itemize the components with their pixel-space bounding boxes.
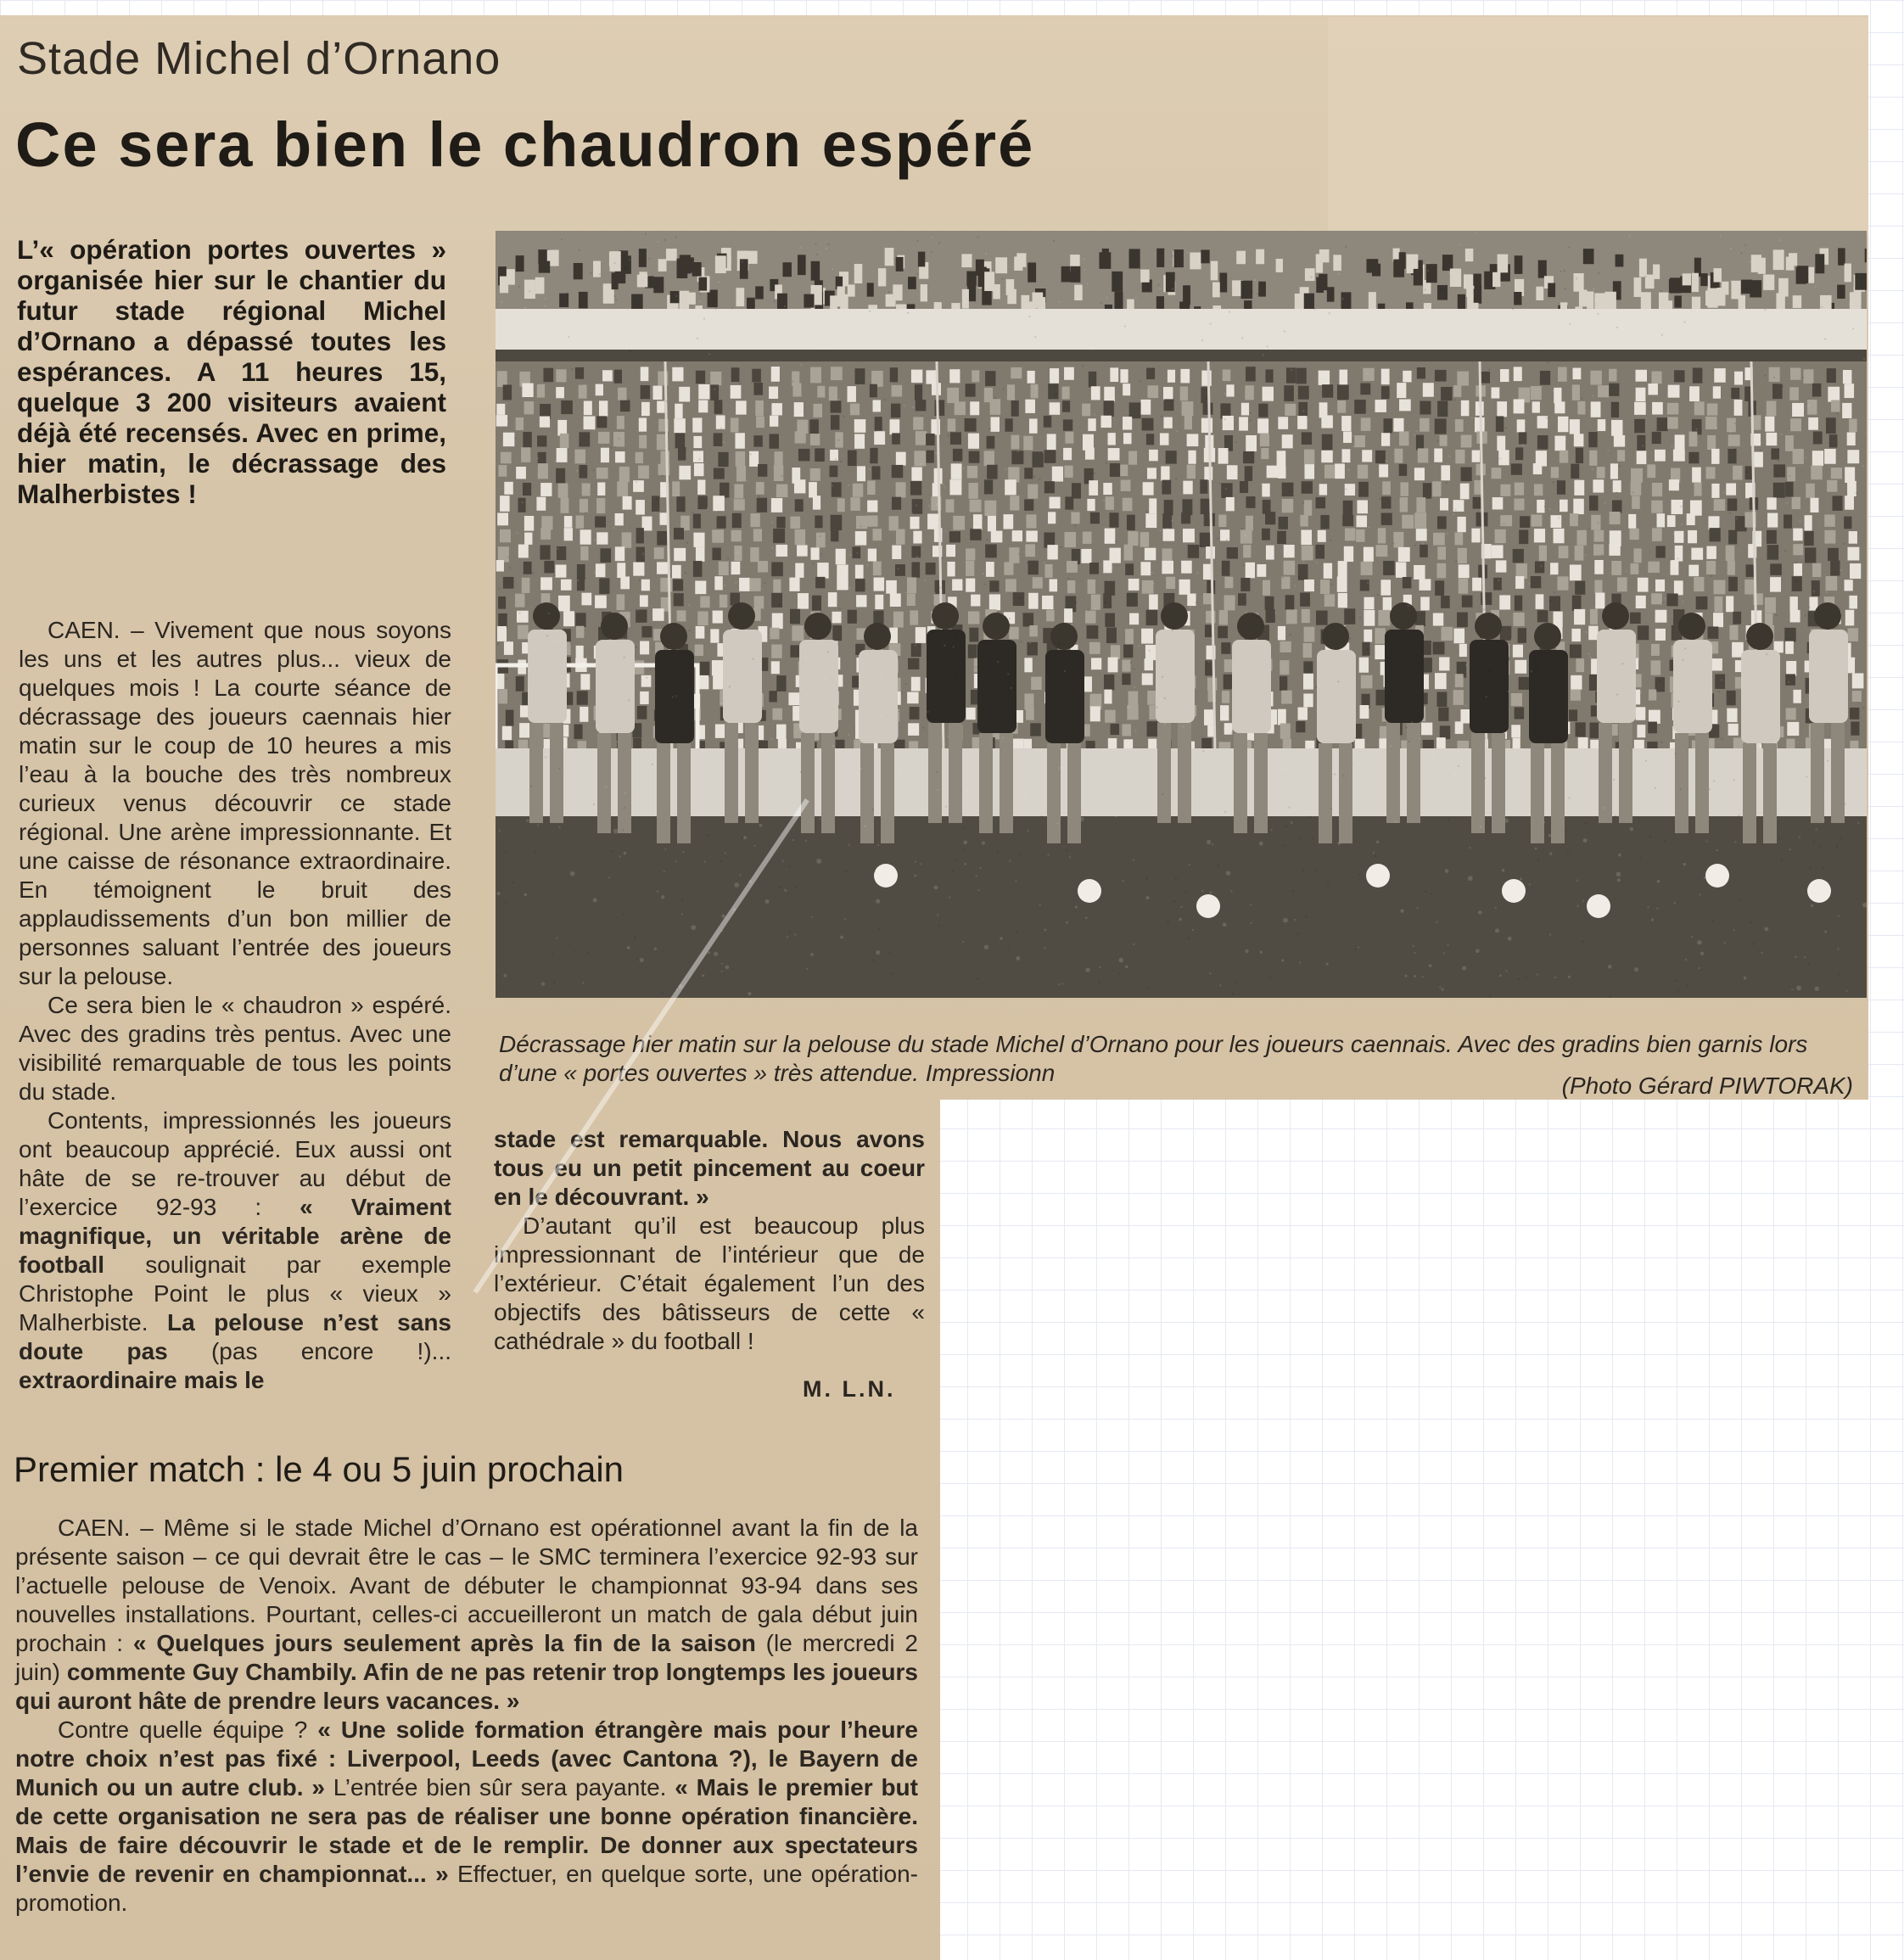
player-leg (1599, 723, 1612, 823)
player-leg (1067, 743, 1081, 843)
article-headline: Ce sera bien le chaudron espéré (15, 109, 1035, 180)
second-article-body (15, 1514, 918, 1918)
player-leg (1047, 743, 1061, 843)
player-head (1534, 623, 1561, 650)
player-head (533, 602, 560, 630)
player-leg (745, 723, 759, 823)
paragraph (19, 991, 451, 1106)
player-leg (928, 723, 942, 823)
article-body-column-1 (19, 616, 451, 1395)
player-leg (979, 733, 993, 833)
player-torso (859, 650, 898, 743)
football (1807, 879, 1831, 903)
player-torso (1741, 650, 1780, 743)
player-leg (1811, 723, 1824, 823)
player-leg (1831, 723, 1845, 823)
photo-credit: (Photo Gérard PIWTORAK) (1561, 1072, 1853, 1099)
player-leg (1695, 733, 1709, 833)
player-torso (596, 640, 635, 733)
text-run: (pas encore !)... (167, 1338, 451, 1364)
paragraph (19, 616, 451, 991)
player-leg (597, 733, 611, 833)
player-leg (1471, 733, 1485, 833)
player-torso (528, 630, 567, 723)
player-leg (1531, 743, 1544, 843)
bold-quote-run: « Quelques jours seulement après la fin de la saison (132, 1630, 756, 1656)
text-run: Contre quelle équipe ? (58, 1716, 318, 1743)
second-article-headline: Premier match : le 4 ou 5 juin prochain (14, 1449, 624, 1489)
player-torso (1045, 650, 1084, 743)
bold-quote-run: « Vraiment magnifique, un véritable arène de football (19, 1194, 451, 1278)
text-run: CAEN. – Même si le stade Michel d’Ornano est opérationnel avant la fin de la présente saison – ce qui devrait être le cas – le SMC terminera l’exercice 92-93 sur l’actuelle pelouse de Venoix. Avant de débuter le championnat 93-94 dans ses nouvelles installations. Pourtant, celles-ci accueilleront un match de gala début juin prochain : (15, 1515, 918, 1656)
lead-text: L’« opération portes ouvertes » organisée hier sur le chantier du futur stade régional Michel d’Ornano a dépassé toutes les espérances. A 11 heures 15, quelque 3 200 visiteurs avaient déjà été recensés. Avec en prime, hier matin, le décrassage des Malherbistes ! (17, 234, 446, 509)
bold-quote-run: La pelouse n’est sans doute pas (19, 1309, 451, 1364)
player-leg (1339, 743, 1352, 843)
player-head (1050, 623, 1078, 650)
article-signature: M. L.N. (803, 1376, 896, 1402)
player-leg (677, 743, 691, 843)
bold-quote-run: « Une solide formation étrangère mais pour l’heure notre choix n’est pas fixé : Liverpool, Leeds (avec Cantona ?), le Bayern de Munich ou un autre club. » (15, 1716, 918, 1800)
player-head (660, 623, 687, 650)
player-leg (821, 733, 835, 833)
roof-shadow (496, 350, 1867, 361)
football (1705, 864, 1729, 888)
football (1366, 864, 1390, 888)
text-run: CAEN. – Vivement que nous soyons les uns et les autres plus... vieux de quelques mois ! La courte séance de décrassage des joueurs caennais hier matin sur le coup de 10 heures a mis l’eau à la bouche des très nombreux curieux venus découvrir ce stade régional. Une arène impressionnante. Et une caisse de résonance extraordinaire. En témoignent le bruit des applaudissements d’un bon millier de personnes saluant l’entrée des joueurs sur la pelouse. (19, 617, 451, 989)
article-lead (17, 234, 446, 509)
player-leg (618, 733, 631, 833)
player-leg (860, 743, 874, 843)
player-head (728, 602, 755, 630)
player-head (1678, 613, 1705, 640)
player-head (1161, 602, 1188, 630)
player-leg (881, 743, 894, 843)
bold-quote-run: extraordinaire mais le (19, 1367, 265, 1393)
paragraph (15, 1514, 918, 1716)
player-leg (1254, 733, 1268, 833)
football (1587, 894, 1610, 918)
bleed-through-area (1328, 17, 1868, 233)
player-torso (1470, 640, 1509, 733)
player-leg (1492, 733, 1505, 833)
player-head (932, 602, 959, 630)
text-run: Effectuer, en quelque sorte, une opération-promotion. (15, 1861, 918, 1916)
paragraph (15, 1716, 918, 1918)
text-run: L’entrée bien sûr sera payante. (324, 1774, 675, 1800)
player-leg (657, 743, 670, 843)
player-leg (529, 723, 543, 823)
article-body-column-2 (494, 1125, 925, 1356)
text-run: Contents, impressionnés les joueurs ont beaucoup apprécié. Eux aussi ont hâte de se re-trouver au début de l’exercice 92-93 : (19, 1107, 451, 1220)
player-torso (977, 640, 1016, 733)
player-torso (1317, 650, 1356, 743)
player-torso (1597, 630, 1636, 723)
text-run: Ce sera bien le « chaudron » espéré. Avec des gradins très pentus. Avec une visibilité remarquable de tous les points du stade. (19, 992, 451, 1105)
player-head (804, 613, 832, 640)
paragraph (19, 1106, 451, 1395)
player-leg (949, 723, 962, 823)
player-torso (1809, 630, 1848, 723)
football (1502, 879, 1526, 903)
bold-quote-run: « Mais le premier but de cette organisation ne sera pas de réaliser une bonne opération financière. Mais de faire découvrir le stade et de le remplir. De donner aux spectateurs l’envie de revenir en championnat... » (15, 1774, 918, 1887)
bold-quote-run: commente Guy Chambily. Afin de ne pas retenir trop longtemps les joueurs qui auront hâte de prendre leurs vacances. » (15, 1659, 918, 1714)
player-torso (655, 650, 694, 743)
player-leg (1319, 743, 1332, 843)
bold-quote-run: stade est remarquable. Nous avons tous eu un petit pincement au coeur en le découvrant. » (494, 1126, 925, 1210)
player-torso (1156, 630, 1195, 723)
text-run: (le mercredi 2 juin) (15, 1630, 919, 1685)
player-head (1746, 623, 1773, 650)
player-leg (1407, 723, 1420, 823)
player-head (864, 623, 891, 650)
player-leg (1743, 743, 1756, 843)
player-leg (550, 723, 563, 823)
football (874, 864, 898, 888)
player-head (1814, 602, 1841, 630)
player-head (1475, 613, 1502, 640)
player-leg (1386, 723, 1400, 823)
article-kicker: Stade Michel d’Ornano (17, 33, 501, 84)
stadium-photo-drawing (496, 231, 1867, 998)
player-leg (1178, 723, 1191, 823)
player-leg (1234, 733, 1247, 833)
player-torso (1232, 640, 1271, 733)
player-head (1237, 613, 1264, 640)
text-run: D’autant qu’il est beaucoup plus impressionnant de l’intérieur que de l’extérieur. C’était également l’un des objectifs des bâtisseurs de cette « cathédrale » du football ! (494, 1212, 925, 1354)
football (1078, 879, 1101, 903)
paragraph (494, 1212, 925, 1356)
football (1196, 894, 1220, 918)
player-torso (1529, 650, 1568, 743)
player-head (983, 613, 1010, 640)
player-head (1390, 602, 1417, 630)
photo-caption: Décrassage hier matin sur la pelouse du stade Michel d’Ornano pour les joueurs caennais. Avec des gradins bien garnis lors d’une « portes ouvertes » très attendue. Impressionn (499, 1031, 1808, 1086)
player-leg (725, 723, 738, 823)
player-leg (1763, 743, 1777, 843)
player-head (1602, 602, 1629, 630)
text-run: soulignait par exemple Christophe Point le plus « vieux » Malherbiste. (19, 1252, 451, 1336)
player-head (1322, 623, 1349, 650)
player-head (601, 613, 628, 640)
player-leg (1675, 733, 1688, 833)
player-leg (1157, 723, 1171, 823)
roof-overhang (496, 309, 1867, 350)
player-torso (799, 640, 838, 733)
player-leg (801, 733, 815, 833)
player-leg (1551, 743, 1565, 843)
player-torso (1673, 640, 1712, 733)
player-torso (723, 630, 762, 723)
stadium-photo (496, 231, 1867, 998)
player-torso (927, 630, 966, 723)
player-torso (1385, 630, 1424, 723)
player-leg (1619, 723, 1632, 823)
player-leg (1000, 733, 1013, 833)
